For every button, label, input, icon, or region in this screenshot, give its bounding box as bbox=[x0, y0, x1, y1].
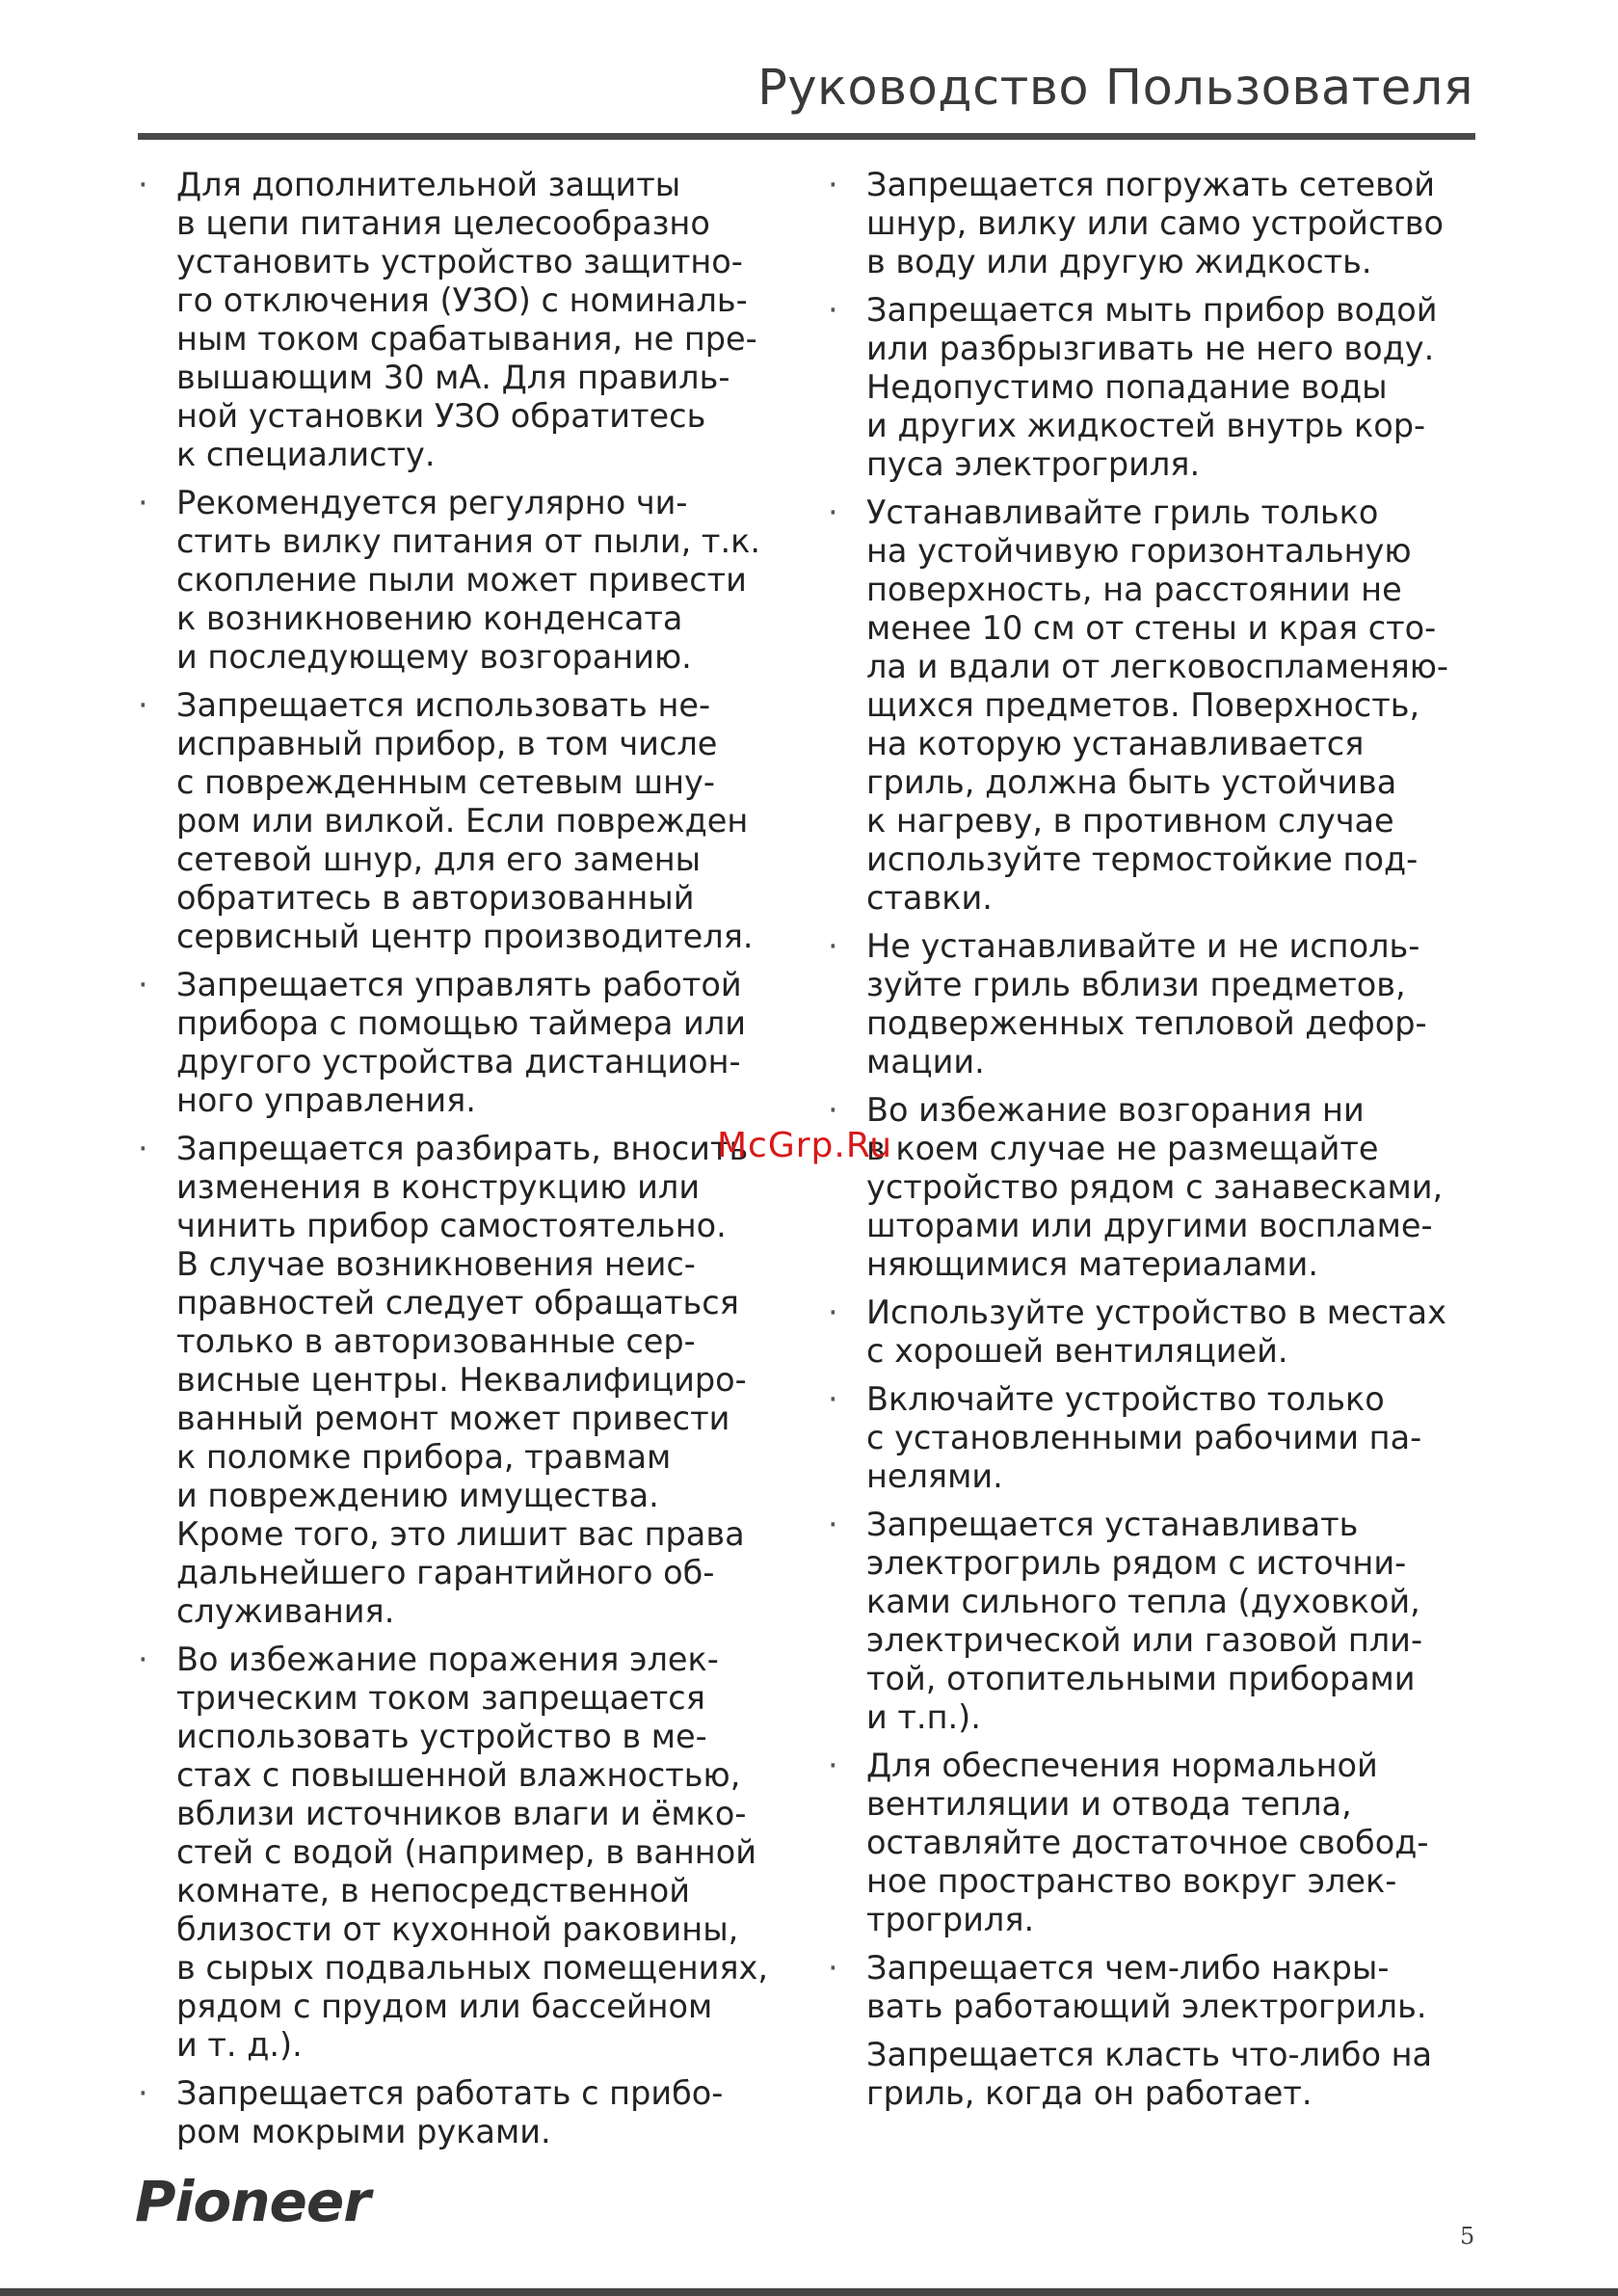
list-item: · Запрещается чем-либо накры- вать работающий электрогриль. bbox=[866, 1949, 1483, 2026]
right-column-list bbox=[866, 166, 1483, 2122]
list-item: · Для дополнительной защиты в цепи питания целесообразно установить устройство защитно- го отключения (УЗО) с номиналь- ным током срабатывания, не пре- вышающим 30 мА. Для правиль- ной установки УЗО обратитесь к специалисту. bbox=[176, 166, 793, 474]
list-item: Запрещается класть что-либо на гриль, когда он работает. bbox=[866, 2036, 1433, 2112]
list-item: · Запрещается работать с прибо- ром мокрыми руками. bbox=[176, 2074, 793, 2151]
list-item: · Запрещается использовать не- исправный прибор, в том числе с поврежденным сетевым шну- ром или вилкой. Если поврежден сетевой шнур, для его замены обратитесь в авторизованный сервисный центр производителя. bbox=[176, 686, 793, 956]
list-item: · Не устанавливайте и не исполь- зуйте гриль вблизи предметов, подверженных тепловой дефор- мации. bbox=[866, 927, 1483, 1081]
list-item: · Запрещается мыть прибор водой или разбрызгивать не него воду. Недопустимо попадание воды и других жидкостей внутрь кор- пуса электрогриля. bbox=[866, 291, 1483, 484]
brand-logo: Pioneer bbox=[135, 2169, 370, 2234]
list-item: · Используйте устройство в местах с хорошей вентиляцией. bbox=[866, 1294, 1483, 1371]
watermark: McGrp.Ru bbox=[717, 1126, 893, 1165]
list-item: · Запрещается погружать сетевой шнур, вилку или само устройство в воду или другую жидкость. bbox=[866, 166, 1483, 281]
left-column-list bbox=[176, 166, 793, 2161]
list-item: · Запрещается управлять работой прибора с помощью таймера или другого устройства дистанцион- ного управления. bbox=[176, 966, 793, 1120]
list-item: · Запрещается устанавливать электрогриль рядом с источни- ками сильного тепла (духовкой, электрической или газовой пли- той, отопительными приборами и т.п.). bbox=[866, 1506, 1483, 1737]
list-item: · Рекомендуется регулярно чи- стить вилку питания от пыли, т.к. скопление пыли может привести к возникновению конденсата и последующему возгоранию. bbox=[176, 484, 793, 677]
list-item: · Устанавливайте гриль только на устойчивую горизонтальную поверхность, на расстоянии не менее 10 см от стены и края сто- ла и вдали от легковоспламеняю- щихся предметов. Поверхность, на которую устанавливается гриль, должна быть устойчива к нагреву, в противном случае используйте термостойкие под- ставки. bbox=[866, 494, 1483, 918]
list-item: · Для обеспечения нормальной вентиляции и отвода тепла, оставляйте достаточное свобод- ное пространство вокруг элек- трогриля. bbox=[866, 1747, 1483, 1939]
page-header-title: Руководство Пользователя bbox=[757, 60, 1473, 117]
footer-bar bbox=[0, 2288, 1618, 2296]
list-item: · Во избежание возгорания ни в коем случае не размещайте устройство рядом с занавесками, шторами или другими воспламе- няющимися материалами. bbox=[866, 1091, 1483, 1284]
header-divider bbox=[138, 133, 1475, 140]
list-item: · Во избежание поражения элек- трическим током запрещается использовать устройство в ме- стах с повышенной влажностью, вблизи источников влаги и ёмко- стей с водой (например, в ванной комнате, в непосредственной близости от кухонной раковины, в сырых подвальных помещениях, рядом с прудом или бассейном и т. д.). bbox=[176, 1641, 793, 2065]
page-number: 5 bbox=[1460, 2223, 1475, 2250]
list-item: · Включайте устройство только с установленными рабочими па- нелями. bbox=[866, 1380, 1483, 1496]
list-item: · Запрещается разбирать, вносить изменения в конструкцию или чинить прибор самостоятельно. В случае возникновения неис- правностей следует обращаться только в авторизованные сер- висные центры. Неквалифициро- ванный ремонт может привести к поломке прибора, травмам и повреждению имущества. Кроме того, это лишит вас права дальнейшего гарантийного об- служивания. bbox=[176, 1130, 793, 1631]
